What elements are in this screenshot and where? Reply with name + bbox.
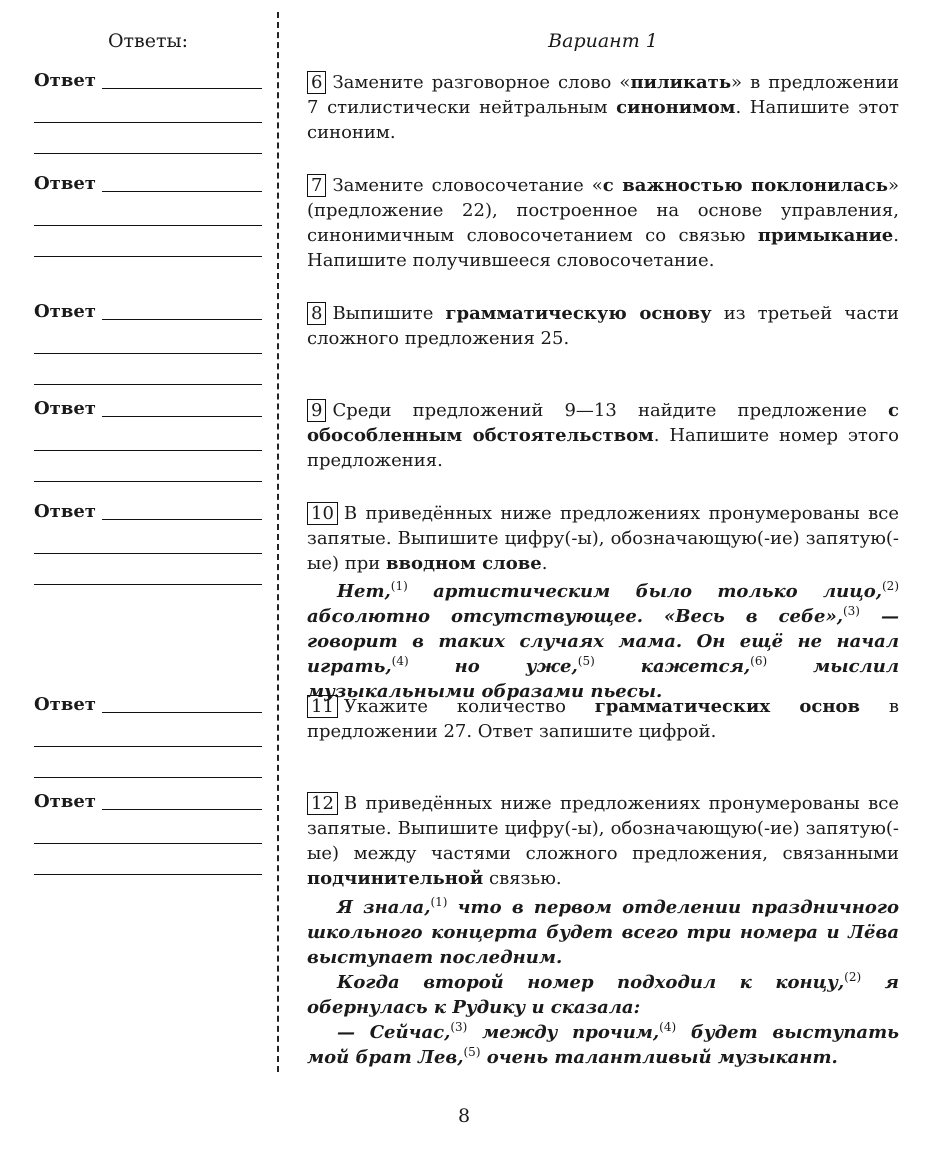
task-10 <box>307 501 899 576</box>
task-text: связью. <box>483 868 562 889</box>
answer-line[interactable] <box>34 354 262 385</box>
task-text-bold: грамматическую основу <box>445 303 712 324</box>
answer-line[interactable] <box>34 195 262 226</box>
answer-line[interactable] <box>34 844 262 875</box>
example-text: очень талантливый музыкант. <box>480 1047 838 1068</box>
task-number: 10 <box>307 502 338 525</box>
answer-label: Ответ <box>34 791 96 812</box>
task-text-bold: с обособленным обстоятельством <box>307 400 899 446</box>
example-text: мыслил музыкальными образами пьесы. <box>307 656 899 702</box>
task-text: . <box>541 553 548 574</box>
task-text: Выпишите <box>332 303 446 324</box>
task-text: » в предложении 7 стилистически нейтральным <box>307 72 899 118</box>
answer-label: Ответ <box>34 694 96 715</box>
answer-line[interactable] <box>34 554 262 585</box>
task-text: . Напишите номер этого предложения. <box>307 425 899 471</box>
task-text: . Напишите получившееся словосочетание. <box>307 225 899 271</box>
comma-number: (3) <box>842 604 860 618</box>
answer-label: Ответ <box>34 301 96 322</box>
answer-line[interactable] <box>102 88 262 89</box>
example-text: но уже, <box>408 656 578 677</box>
task-text: . Напишите этот синоним. <box>307 97 900 143</box>
task-number: 11 <box>307 695 338 718</box>
task-7 <box>307 173 899 273</box>
answer-line[interactable] <box>34 716 262 747</box>
example-text: что в первом отделении праздничного школьного концерта будет всего три номера и Лёва выступает последним. <box>307 897 899 968</box>
answer-field-8[interactable] <box>34 301 262 385</box>
example-text: — говорит в таких случаях мама. Он ещё не начал играть, <box>307 606 899 677</box>
answer-field-9[interactable] <box>34 398 262 482</box>
task-text: Замените словосочетание « <box>332 175 603 196</box>
example-text: — Сейчас, <box>337 1022 451 1043</box>
task-8 <box>307 301 899 351</box>
answer-line[interactable] <box>102 519 262 520</box>
task-number: 6 <box>307 71 326 94</box>
answer-label: Ответ <box>34 398 96 419</box>
task-text-bold: примыкание <box>757 225 894 246</box>
answer-line[interactable] <box>102 191 262 192</box>
task-text-bold: грамматических основ <box>594 696 861 717</box>
answer-line[interactable] <box>102 809 262 810</box>
answer-line[interactable] <box>34 123 262 154</box>
answer-label: Ответ <box>34 173 96 194</box>
task-text: В приведённых ниже предложениях пронумерованы все запятые. Выпишите цифру(-ы), обозначающую(-ие) запятую(-ые) между частями сложного предложения, связанными <box>307 793 899 864</box>
example-text: я обернулась к Рудику и сказала: <box>307 972 900 1018</box>
variant-title: Вариант 1 <box>548 30 658 52</box>
comma-number: (4) <box>659 1020 677 1034</box>
answer-line[interactable] <box>102 712 262 713</box>
task-number: 7 <box>307 174 326 197</box>
answer-line[interactable] <box>102 416 262 417</box>
example-text: артистическим было только лицо, <box>407 581 882 602</box>
task-text-bold: вводном слове <box>385 553 542 574</box>
answer-line[interactable] <box>34 451 262 482</box>
task-text: из третьей части сложного предложения 25. <box>307 303 899 349</box>
task-text: в предложении 27. Ответ запишите цифрой. <box>307 696 899 742</box>
task-text: Замените разговорное слово « <box>332 72 631 93</box>
answer-field-12[interactable] <box>34 791 262 875</box>
task-6 <box>307 70 899 145</box>
comma-number: (6) <box>750 654 768 668</box>
comma-number: (2) <box>844 970 862 984</box>
task-text-bold: пиликать <box>630 72 732 93</box>
example-text: Нет, <box>337 581 391 602</box>
task-number: 12 <box>307 792 338 815</box>
comma-number: (1) <box>390 579 408 593</box>
task-10-example <box>307 579 899 704</box>
tasks-column <box>307 0 899 1152</box>
answer-line[interactable] <box>34 323 262 354</box>
task-text: Укажите количество <box>343 696 595 717</box>
answer-label: Ответ <box>34 70 96 91</box>
task-number: 8 <box>307 302 326 325</box>
answer-label: Ответ <box>34 501 96 522</box>
task-11 <box>307 694 899 744</box>
example-text: Когда второй номер подходил к концу, <box>337 972 845 993</box>
page-number: 8 <box>457 1105 471 1127</box>
example-text: абсолютно отсутствующее. «Весь в себе», <box>307 606 843 627</box>
answer-line[interactable] <box>102 319 262 320</box>
comma-number: (5) <box>577 654 595 668</box>
comma-number: (3) <box>450 1020 468 1034</box>
example-text: между прочим, <box>467 1022 660 1043</box>
answer-line[interactable] <box>34 523 262 554</box>
answer-field-11[interactable] <box>34 694 262 778</box>
task-text: В приведённых ниже предложениях пронумерованы все запятые. Выпишите цифру(-ы), обозначающую(-ие) запятую(-ые) при <box>307 503 899 574</box>
example-text: будет выступать мой брат Лев, <box>307 1022 899 1068</box>
example-text: кажется, <box>594 656 751 677</box>
task-12-example <box>307 895 899 1070</box>
task-text-bold: синонимом <box>616 97 736 118</box>
comma-number: (2) <box>882 579 899 593</box>
answers-title: Ответы: <box>107 30 189 52</box>
task-text: » (предложение 22), построенное на основе управления, синонимичным словосочетанием со связью <box>307 175 899 246</box>
task-9 <box>307 398 899 473</box>
comma-number: (5) <box>463 1045 481 1059</box>
example-text: Я знала, <box>337 897 431 918</box>
task-text-bold: с важностью поклонилась <box>602 175 888 196</box>
answer-line[interactable] <box>34 420 262 451</box>
answer-line[interactable] <box>34 813 262 844</box>
task-number: 9 <box>307 399 326 422</box>
cut-line-divider <box>277 12 279 1072</box>
task-text: Среди предложений 9—13 найдите предложение <box>332 400 889 421</box>
task-12 <box>307 791 899 891</box>
answer-line[interactable] <box>34 226 262 257</box>
comma-number: (1) <box>430 895 448 909</box>
comma-number: (4) <box>391 654 409 668</box>
answer-field-7[interactable] <box>34 173 262 257</box>
answers-column <box>0 0 278 1152</box>
answer-line[interactable] <box>34 747 262 778</box>
answer-field-10[interactable] <box>34 501 262 585</box>
task-text-bold: подчинительной <box>307 868 484 889</box>
answer-field-6[interactable] <box>34 70 262 154</box>
answer-line[interactable] <box>34 92 262 123</box>
